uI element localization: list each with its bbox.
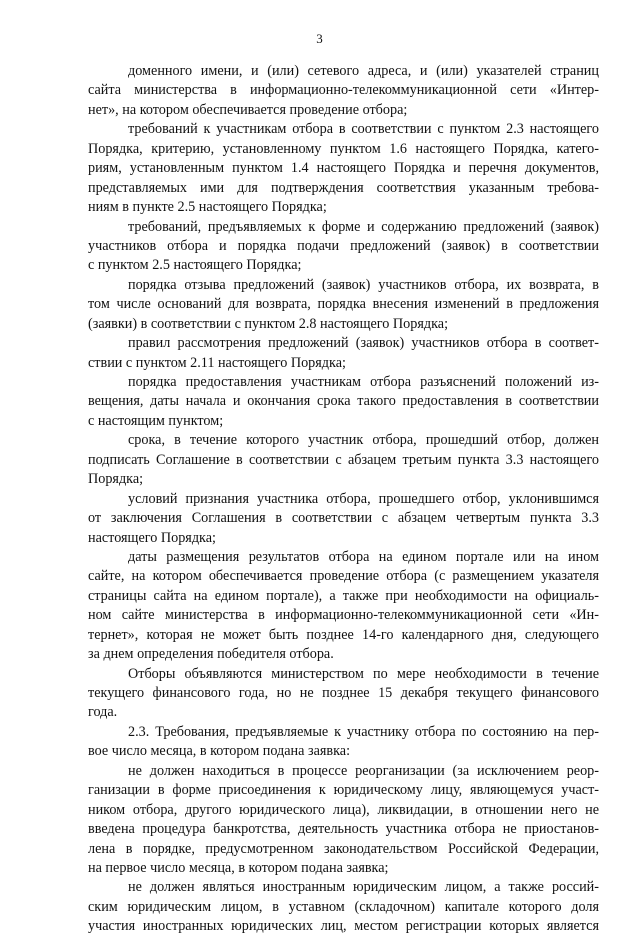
text-line: за днем определения победителя отбора. <box>88 646 334 663</box>
text-line: текущего финансового года, но не позднее 15 декабря текущего финансового <box>88 685 599 701</box>
text-line: условий признания участника отбора, прошедшего отбор, уклонившимся <box>128 490 599 507</box>
text-line: срока, в течение которого участник отбора, прошедший отбор, должен <box>128 432 599 449</box>
text-line: правил рассмотрения предложений (заявок) участников отбора в соответ- <box>128 335 599 352</box>
text-line: на первое число месяца, в котором подана заявка; <box>88 859 389 876</box>
text-line: участия иностранных юридических лиц, местом регистрации которых является <box>88 918 599 935</box>
text-line: порядка предоставления участникам отбора разъяснений положений из- <box>128 374 599 390</box>
text-line: тернет», которая не может быть позднее 14-го календарного дня, следующего <box>88 626 599 643</box>
text-line: ниям в пункте 2.5 настоящего Порядка; <box>88 199 327 216</box>
text-line: вое число месяца, в котором подана заявка: <box>88 743 351 760</box>
text-line: риям, установленным пунктом 1.4 настоящего Порядка и перечня документов, <box>88 160 599 177</box>
text-line: Порядка, критерию, установленному пунктом 1.6 настоящего Порядка, катего- <box>88 140 599 157</box>
text-line: с настоящим пунктом; <box>88 412 224 429</box>
text-line: ном сайте министерства в информационно-телекоммуникационной сети «Ин- <box>88 607 599 624</box>
document-body <box>88 62 599 937</box>
text-line: порядка отзыва предложений (заявок) участников отбора, их возврата, в <box>128 276 599 293</box>
text-line: года. <box>88 704 118 721</box>
text-line: вещения, даты начала и окончания срока такого предоставления в соответствии <box>88 393 599 410</box>
text-line: Отборы объявляются министерством по мере необходимости в течение <box>128 665 599 682</box>
text-line: участников отбора и порядка подачи предложений (заявок) в соответствии <box>88 237 599 254</box>
text-line: требований к участникам отбора в соответствии с пунктом 2.3 настоящего <box>128 121 599 138</box>
text-line: страницы сайта на едином портале), а также при необходимости на официаль- <box>88 587 599 604</box>
text-line: лена в порядке, предусмотренном законодательством Российской Федерации, <box>88 840 599 857</box>
text-line: требований, предъявляемых к форме и содержанию предложений (заявок) <box>128 218 599 235</box>
text-line: сайте, на котором обеспечивается проведение отбора (с размещением указателя <box>88 568 599 585</box>
text-line: представляемых ими для подтверждения соответствия указанным требова- <box>88 179 599 196</box>
text-line: (заявки) в соответствии с пунктом 2.8 настоящего Порядка; <box>88 315 449 332</box>
text-line: ским юридическим лицом, в уставном (складочном) капитале которого доля <box>88 898 599 915</box>
text-line: даты размещения результатов отбора на едином портале или на ином <box>128 548 599 565</box>
text-line: 2.3. Требования, предъявляемые к участнику отбора по состоянию на пер- <box>128 723 599 740</box>
text-line: ганизации в форме присоединения к юридическому лицу, являющемуся участ- <box>88 782 599 799</box>
text-line: доменного имени, и (или) сетевого адреса, и (или) указателей страниц <box>128 63 599 79</box>
text-line: настоящего Порядка; <box>88 529 216 546</box>
text-line: введена процедура банкротства, деятельность участника отбора не приостанов- <box>88 821 599 838</box>
page-number: 3 <box>316 31 323 46</box>
text-line: Порядка; <box>88 471 144 488</box>
text-line: с пунктом 2.5 настоящего Порядка; <box>88 257 302 274</box>
text-line: от заключения Соглашения в соответствии с абзацем четвертым пункта 3.3 <box>88 510 599 527</box>
text-line: сайта министерства в информационно-телекоммуникационной сети «Интер- <box>88 82 599 99</box>
text-line: том числе оснований для возврата, порядка внесения изменений в предложения <box>88 296 599 313</box>
text-line: подписать Соглашение в соответствии с абзацем третьим пункта 3.3 настоящего <box>88 451 599 468</box>
text-line: не должен находиться в процессе реорганизации (за исключением реор- <box>128 762 599 779</box>
text-line: нет», на котором обеспечивается проведение отбора; <box>88 101 408 118</box>
text-line: не должен являться иностранным юридическим лицом, а также россий- <box>128 879 599 896</box>
text-line: ником отбора, другого юридического лица), ликвидации, в отношении него не <box>88 801 599 818</box>
text-line: ствии с пунктом 2.11 настоящего Порядка; <box>88 354 346 371</box>
